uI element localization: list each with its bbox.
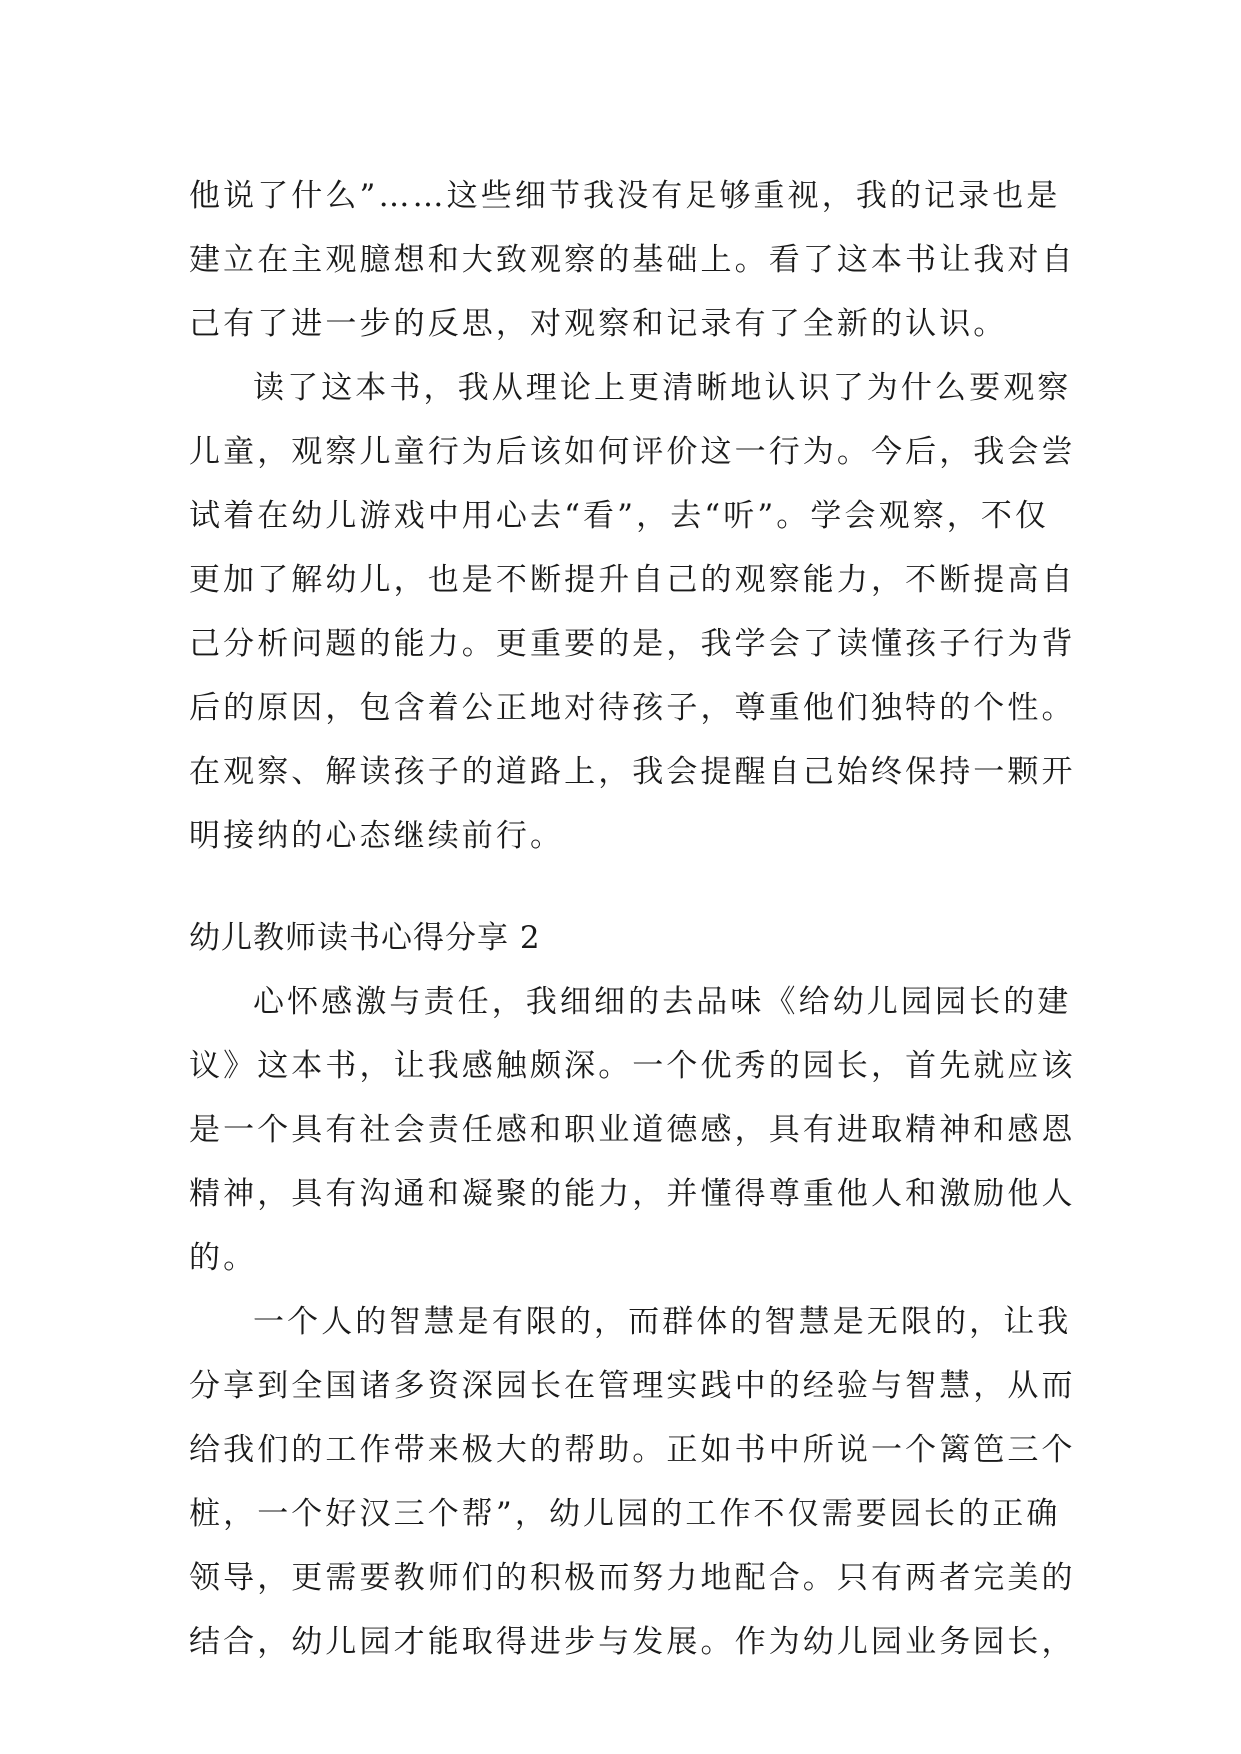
text-line: 桩，一个好汉三个帮”，幼儿园的工作不仅需要园长的正确	[189, 1496, 1061, 1532]
text-line: 给我们的工作带来极大的帮助。正如书中所说一个篱笆三个	[189, 1432, 1076, 1468]
text-line: 后的原因，包含着公正地对待孩子，尊重他们独特的个性。	[189, 690, 1076, 726]
text-line: 更加了解幼儿，也是不断提升自己的观察能力，不断提高自	[189, 562, 1076, 598]
paragraph-1	[189, 164, 1076, 356]
text-line: 建立在主观臆想和大致观察的基础上。看了这本书让我对自	[189, 242, 1076, 278]
text-line: 结合，幼儿园才能取得进步与发展。作为幼儿园业务园长，	[189, 1624, 1076, 1660]
text-line: 领导，更需要教师们的积极而努力地配合。只有两者完美的	[189, 1560, 1076, 1596]
text-line: 己有了进一步的反思，对观察和记录有了全新的认识。	[189, 306, 1008, 342]
text-line: 儿童，观察儿童行为后该如何评价这一行为。今后，我会尝	[189, 434, 1076, 470]
text-line: 试着在幼儿游戏中用心去“看”，去“听”。学会观察，不仅	[189, 498, 1050, 534]
text-line: 读了这本书，我从理论上更清晰地认识了为什么要观察	[253, 370, 1072, 406]
text-line: 他说了什么”……这些细节我没有足够重视，我的记录也是	[189, 178, 1061, 214]
text-line: 是一个具有社会责任感和职业道德感，具有进取精神和感恩	[189, 1112, 1076, 1148]
text-line: 心怀感激与责任，我细细的去品味《给幼儿园园长的建	[253, 984, 1072, 1020]
text-line: 的。	[189, 1240, 258, 1276]
text-line: 议》这本书，让我感触颇深。一个优秀的园长，首先就应该	[189, 1048, 1076, 1084]
text-line: 精神，具有沟通和凝聚的能力，并懂得尊重他人和激励他人	[189, 1176, 1076, 1212]
text-line: 分享到全国诸多资深园长在管理实践中的经验与智慧，从而	[189, 1368, 1076, 1404]
document-body	[189, 164, 1076, 1674]
text-line: 在观察、解读孩子的道路上，我会提醒自己始终保持一颗开	[189, 754, 1076, 790]
section-heading: 幼儿教师读书心得分享 2	[189, 920, 541, 956]
paragraph-2	[189, 356, 1076, 868]
paragraph-spacer	[189, 868, 1069, 906]
text-line: 一个人的智慧是有限的，而群体的智慧是无限的，让我	[253, 1304, 1072, 1340]
text-line: 己分析问题的能力。更重要的是，我学会了读懂孩子行为背	[189, 626, 1076, 662]
text-line: 明接纳的心态继续前行。	[189, 818, 565, 854]
paragraph-3	[189, 970, 1076, 1290]
paragraph-4	[189, 1290, 1076, 1674]
